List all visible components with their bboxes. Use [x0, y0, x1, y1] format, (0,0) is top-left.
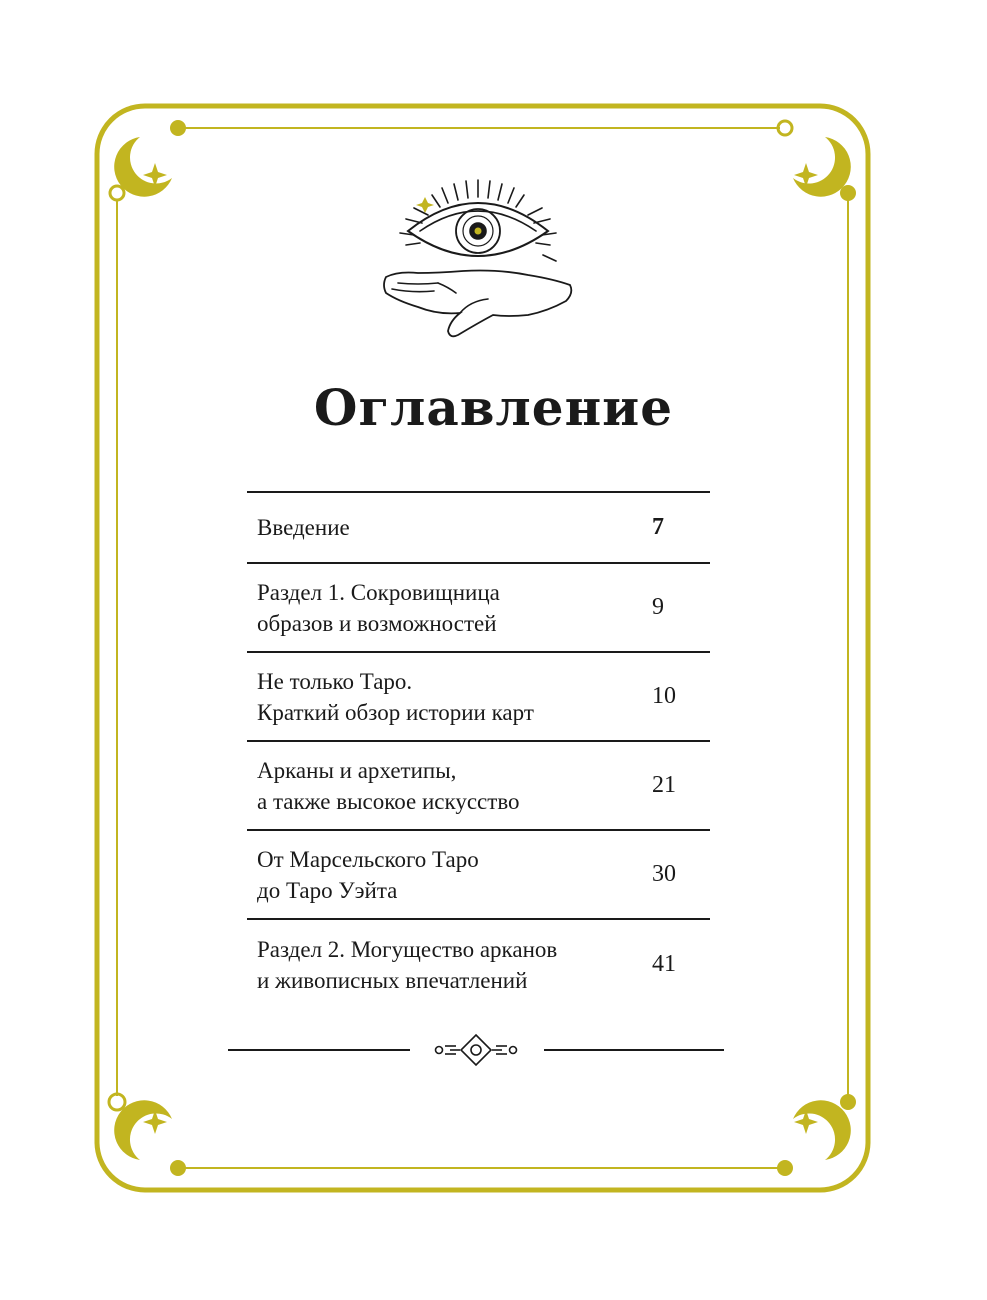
toc-entry[interactable] — [247, 831, 710, 920]
toc-entry[interactable] — [247, 653, 710, 742]
page-title: Оглавление — [313, 378, 674, 437]
toc-entry-title: Введение — [257, 515, 350, 540]
toc-entry[interactable] — [247, 920, 710, 1009]
toc-entry-title: Арканы и архетипы, а также высокое искусство — [257, 757, 520, 814]
toc-entry-title: Раздел 2. Могущество арканов и живописных впечатлений — [257, 936, 558, 993]
toc-entry[interactable] — [247, 564, 710, 653]
toc-entry-page: 7 — [652, 514, 664, 540]
toc-entry-title: От Марсельского Таро до Таро Уэйта — [257, 846, 479, 903]
toc-entry-title: Не только Таро. Краткий обзор истории карт — [257, 668, 534, 725]
toc-entry-page: 9 — [652, 594, 664, 620]
toc-entry[interactable] — [247, 493, 710, 564]
crescent-moon-icon — [114, 137, 172, 197]
toc-entry-page: 10 — [652, 683, 676, 709]
toc-entry-title: Раздел 1. Сокровищница образов и возможностей — [257, 579, 500, 636]
crescent-moon-icon — [793, 137, 851, 197]
toc-entry-page: 30 — [652, 861, 676, 887]
toc-entry-page: 41 — [652, 951, 676, 977]
eye-in-hand-icon — [378, 175, 578, 345]
toc-entry[interactable] — [247, 742, 710, 831]
table-of-contents — [247, 491, 710, 1009]
crescent-moon-icon — [114, 1100, 172, 1160]
ornament-icon — [228, 1032, 724, 1068]
crescent-moon-icon — [793, 1100, 851, 1160]
toc-entry-page: 21 — [652, 772, 676, 798]
